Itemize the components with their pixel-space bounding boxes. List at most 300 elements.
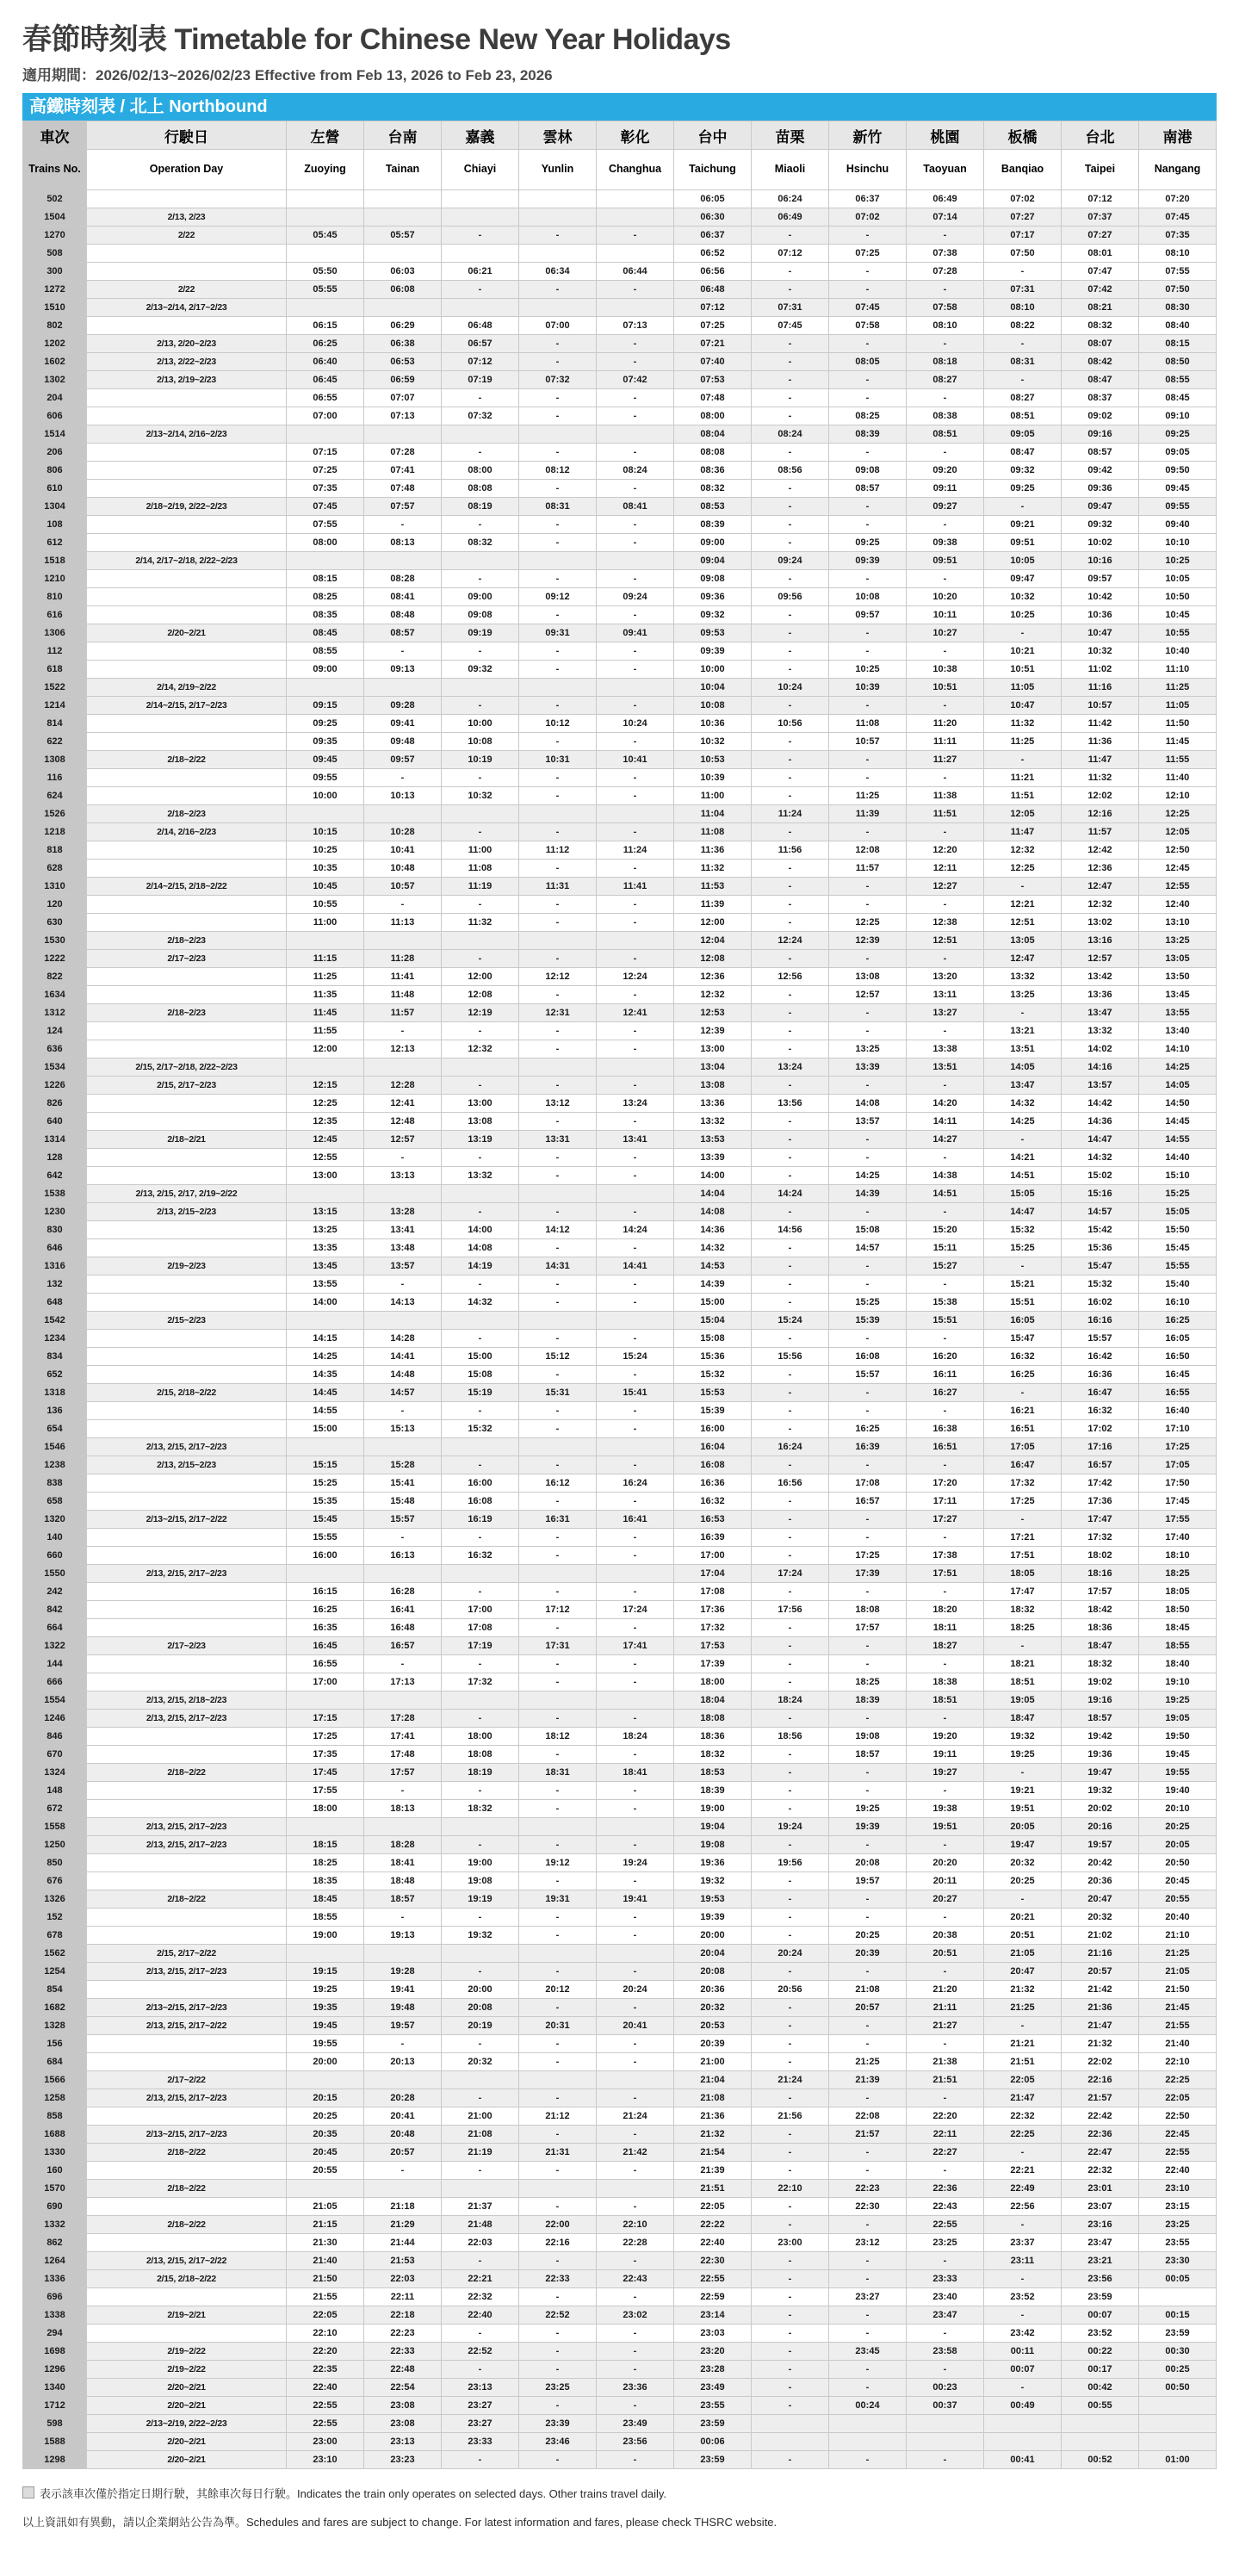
- time-cell: 09:27: [907, 498, 984, 516]
- time-cell: -: [829, 2017, 907, 2035]
- time-cell: 13:36: [1062, 986, 1139, 1004]
- operation-day-cell: 2/13~2/14, 2/17~2/23: [87, 299, 287, 317]
- time-cell: 23:33: [442, 2433, 519, 2451]
- time-cell: [364, 245, 442, 263]
- time-cell: 19:35: [287, 1999, 364, 2017]
- operation-day-cell: 2/18~2/23: [87, 805, 287, 823]
- time-cell: 15:21: [984, 1276, 1062, 1294]
- train-no-cell: 622: [23, 733, 87, 751]
- time-cell: 12:51: [907, 932, 984, 950]
- time-cell: 13:36: [674, 1095, 752, 1113]
- time-cell: 16:32: [674, 1493, 752, 1511]
- time-cell: 17:16: [1062, 1438, 1139, 1456]
- time-cell: -: [519, 1040, 597, 1058]
- time-cell: 23:12: [829, 2234, 907, 2252]
- time-cell: 21:05: [984, 1945, 1062, 1963]
- time-cell: -: [597, 2451, 674, 2469]
- time-cell: 15:02: [1062, 1167, 1139, 1185]
- time-cell: 00:25: [1139, 2361, 1217, 2379]
- time-cell: 15:16: [1062, 1185, 1139, 1203]
- operation-day-cell: [87, 914, 287, 932]
- time-cell: 11:50: [1139, 715, 1217, 733]
- time-cell: 10:32: [984, 588, 1062, 606]
- time-cell: -: [752, 1619, 829, 1637]
- time-cell: 11:55: [1139, 751, 1217, 769]
- time-cell: [519, 932, 597, 950]
- time-cell: -: [752, 986, 829, 1004]
- time-cell: 20:32: [442, 2053, 519, 2071]
- time-cell: -: [519, 1927, 597, 1945]
- operation-day-cell: 2/13~2/15, 2/17~2/22: [87, 1511, 287, 1529]
- table-row: [23, 2451, 1217, 2469]
- time-cell: 13:39: [674, 1149, 752, 1167]
- time-cell: 23:27: [829, 2288, 907, 2306]
- time-cell: -: [442, 2035, 519, 2053]
- time-cell: 17:15: [287, 1710, 364, 1728]
- table-row: [23, 190, 1217, 208]
- time-cell: 00:17: [1062, 2361, 1139, 2379]
- time-cell: 21:32: [674, 2126, 752, 2144]
- station-header-en: Chiayi: [442, 150, 519, 190]
- operation-day-cell: [87, 389, 287, 407]
- time-cell: -: [829, 444, 907, 462]
- time-cell: -: [442, 697, 519, 715]
- time-cell: 08:01: [1062, 245, 1139, 263]
- time-cell: 08:00: [287, 534, 364, 552]
- time-cell: [442, 1185, 519, 1203]
- time-cell: -: [597, 570, 674, 588]
- time-cell: 18:56: [752, 1728, 829, 1746]
- time-cell: 10:05: [1139, 570, 1217, 588]
- time-cell: 13:21: [984, 1022, 1062, 1040]
- time-cell: 11:53: [674, 878, 752, 896]
- time-cell: 11:51: [984, 787, 1062, 805]
- time-cell: 16:19: [442, 1511, 519, 1529]
- time-cell: -: [752, 2361, 829, 2379]
- time-cell: 13:50: [1139, 968, 1217, 986]
- time-cell: 16:32: [1062, 1402, 1139, 1420]
- time-cell: 08:10: [1139, 245, 1217, 263]
- time-cell: -: [752, 534, 829, 552]
- legend-note: [22, 2485, 1217, 2501]
- time-cell: -: [907, 769, 984, 787]
- time-cell: 06:15: [287, 317, 364, 335]
- operation-day-cell: 2/14, 2/19~2/22: [87, 679, 287, 697]
- train-no-cell: 1510: [23, 299, 87, 317]
- time-cell: 09:08: [674, 570, 752, 588]
- table-row: [23, 389, 1217, 407]
- time-cell: 20:28: [364, 2089, 442, 2107]
- time-cell: 21:05: [287, 2198, 364, 2216]
- time-cell: -: [597, 1529, 674, 1547]
- time-cell: -: [519, 227, 597, 245]
- time-cell: -: [907, 1583, 984, 1601]
- train-no-cell: 160: [23, 2162, 87, 2180]
- time-cell: 13:10: [1139, 914, 1217, 932]
- time-cell: 22:05: [287, 2306, 364, 2325]
- time-cell: 07:48: [674, 389, 752, 407]
- operation-day-cell: [87, 190, 287, 208]
- time-cell: -: [829, 263, 907, 281]
- time-cell: 10:42: [1062, 588, 1139, 606]
- time-cell: 21:37: [442, 2198, 519, 2216]
- table-row: [23, 534, 1217, 552]
- time-cell: -: [442, 1963, 519, 1981]
- time-cell: 15:41: [597, 1384, 674, 1402]
- train-no-cell: 1218: [23, 823, 87, 841]
- table-row: [23, 1221, 1217, 1239]
- time-cell: 16:39: [674, 1529, 752, 1547]
- operation-day-cell: [87, 2107, 287, 2126]
- time-cell: -: [519, 407, 597, 425]
- time-cell: 20:38: [907, 1927, 984, 1945]
- time-cell: 22:42: [1062, 2107, 1139, 2126]
- time-cell: 10:20: [907, 588, 984, 606]
- time-cell: 19:50: [1139, 1728, 1217, 1746]
- train-no-cell: 672: [23, 1800, 87, 1818]
- train-no-cell: 598: [23, 2415, 87, 2433]
- time-cell: 12:32: [1062, 896, 1139, 914]
- time-cell: 12:08: [829, 841, 907, 860]
- operation-day-cell: [87, 462, 287, 480]
- time-cell: 09:32: [674, 606, 752, 624]
- time-cell: 14:45: [287, 1384, 364, 1402]
- time-cell: 13:39: [829, 1058, 907, 1077]
- table-row: [23, 227, 1217, 245]
- table-row: [23, 2053, 1217, 2071]
- time-cell: 13:02: [1062, 914, 1139, 932]
- time-cell: -: [597, 480, 674, 498]
- time-cell: -: [752, 281, 829, 299]
- time-cell: 09:45: [287, 751, 364, 769]
- time-cell: 15:10: [1139, 1167, 1217, 1185]
- operation-day-cell: [87, 1872, 287, 1890]
- time-cell: 06:03: [364, 263, 442, 281]
- time-cell: 12:50: [1139, 841, 1217, 860]
- time-cell: 17:05: [1139, 1456, 1217, 1474]
- time-cell: 20:39: [829, 1945, 907, 1963]
- time-cell: 10:38: [907, 661, 984, 679]
- time-cell: 10:53: [674, 751, 752, 769]
- time-cell: 12:38: [907, 914, 984, 932]
- time-cell: 18:10: [1139, 1547, 1217, 1565]
- time-cell: 20:42: [1062, 1854, 1139, 1872]
- time-cell: 23:40: [907, 2288, 984, 2306]
- train-no-cell: 684: [23, 2053, 87, 2071]
- table-row: [23, 1963, 1217, 1981]
- time-cell: 18:39: [674, 1782, 752, 1800]
- time-cell: 22:52: [519, 2306, 597, 2325]
- time-cell: 13:32: [1062, 1022, 1139, 1040]
- time-cell: [519, 190, 597, 208]
- footnotes: [22, 2485, 1217, 2529]
- time-cell: -: [829, 1149, 907, 1167]
- time-cell: 00:07: [984, 2361, 1062, 2379]
- time-cell: 09:53: [674, 624, 752, 642]
- timetable-body: [23, 190, 1217, 2469]
- time-cell: -: [907, 642, 984, 661]
- time-cell: 23:07: [1062, 2198, 1139, 2216]
- time-cell: -: [442, 1529, 519, 1547]
- time-cell: 07:42: [597, 371, 674, 389]
- time-cell: 09:32: [1062, 516, 1139, 534]
- train-no-cell: 1712: [23, 2397, 87, 2415]
- time-cell: 15:08: [674, 1330, 752, 1348]
- time-cell: 14:51: [984, 1167, 1062, 1185]
- time-cell: 11:02: [1062, 661, 1139, 679]
- table-row: [23, 2361, 1217, 2379]
- time-cell: 16:56: [752, 1474, 829, 1493]
- time-cell: 12:27: [907, 878, 984, 896]
- time-cell: -: [519, 1402, 597, 1420]
- time-cell: 13:45: [1139, 986, 1217, 1004]
- time-cell: -: [752, 1836, 829, 1854]
- time-cell: [287, 679, 364, 697]
- time-cell: 22:40: [1139, 2162, 1217, 2180]
- time-cell: 07:37: [1062, 208, 1139, 227]
- time-cell: -: [752, 1456, 829, 1474]
- train-no-cell: 830: [23, 1221, 87, 1239]
- time-cell: 23:25: [1139, 2216, 1217, 2234]
- time-cell: -: [442, 1583, 519, 1601]
- time-cell: 12:41: [364, 1095, 442, 1113]
- time-cell: 14:25: [984, 1113, 1062, 1131]
- time-cell: 19:25: [1139, 1691, 1217, 1710]
- operation-day-cell: [87, 1583, 287, 1601]
- time-cell: 12:42: [1062, 841, 1139, 860]
- time-cell: 16:25: [984, 1366, 1062, 1384]
- time-cell: 00:55: [1062, 2397, 1139, 2415]
- operation-day-cell: [87, 1547, 287, 1565]
- time-cell: 13:42: [1062, 968, 1139, 986]
- time-cell: 22:10: [287, 2325, 364, 2343]
- time-cell: 10:31: [519, 751, 597, 769]
- time-cell: 22:32: [984, 2107, 1062, 2126]
- time-cell: -: [907, 2252, 984, 2270]
- time-cell: 16:25: [829, 1420, 907, 1438]
- time-cell: 10:24: [752, 679, 829, 697]
- time-cell: 17:02: [1062, 1420, 1139, 1438]
- time-cell: 12:16: [1062, 805, 1139, 823]
- time-cell: -: [752, 1890, 829, 1909]
- time-cell: 07:28: [364, 444, 442, 462]
- time-cell: 07:07: [364, 389, 442, 407]
- train-no-cell: 1258: [23, 2089, 87, 2107]
- time-cell: 20:41: [364, 2107, 442, 2126]
- time-cell: 21:40: [1139, 2035, 1217, 2053]
- operation-day-cell: [87, 2234, 287, 2252]
- time-cell: -: [519, 1420, 597, 1438]
- time-cell: 15:32: [1062, 1276, 1139, 1294]
- time-cell: 20:25: [984, 1872, 1062, 1890]
- train-no-cell: 636: [23, 1040, 87, 1058]
- train-no-cell: 128: [23, 1149, 87, 1167]
- time-cell: -: [597, 1746, 674, 1764]
- time-cell: 10:47: [984, 697, 1062, 715]
- time-cell: 08:24: [597, 462, 674, 480]
- time-cell: 07:45: [287, 498, 364, 516]
- operation-day-cell: 2/18~2/22: [87, 2144, 287, 2162]
- time-cell: 11:04: [674, 805, 752, 823]
- time-cell: 15:35: [287, 1493, 364, 1511]
- operation-day-cell: [87, 1909, 287, 1927]
- time-cell: 20:21: [984, 1909, 1062, 1927]
- time-cell: [287, 932, 364, 950]
- table-row: [23, 1854, 1217, 1872]
- train-no-cell: 152: [23, 1909, 87, 1927]
- time-cell: 23:15: [1139, 2198, 1217, 2216]
- time-cell: -: [519, 335, 597, 353]
- time-cell: 19:05: [984, 1691, 1062, 1710]
- time-cell: 21:16: [1062, 1945, 1139, 1963]
- time-cell: 07:20: [1139, 190, 1217, 208]
- time-cell: -: [597, 2343, 674, 2361]
- time-cell: -: [829, 227, 907, 245]
- time-cell: 20:25: [1139, 1818, 1217, 1836]
- time-cell: 16:31: [519, 1511, 597, 1529]
- time-cell: -: [907, 570, 984, 588]
- time-cell: 19:16: [1062, 1691, 1139, 1710]
- time-cell: -: [364, 1655, 442, 1673]
- train-no-cell: 1304: [23, 498, 87, 516]
- time-cell: 20:55: [1139, 1890, 1217, 1909]
- time-cell: 16:00: [442, 1474, 519, 1493]
- time-cell: [519, 1691, 597, 1710]
- table-row: [23, 1782, 1217, 1800]
- operation-day-cell: 2/14~2/15, 2/17~2/23: [87, 697, 287, 715]
- time-cell: -: [364, 1782, 442, 1800]
- time-cell: -: [829, 335, 907, 353]
- time-cell: 21:04: [674, 2071, 752, 2089]
- time-cell: [287, 805, 364, 823]
- time-cell: 22:05: [984, 2071, 1062, 2089]
- time-cell: 08:27: [984, 389, 1062, 407]
- operation-day-cell: 2/13, 2/15, 2/17~2/23: [87, 1565, 287, 1583]
- time-cell: 13:32: [442, 1167, 519, 1185]
- time-cell: 12:20: [907, 841, 984, 860]
- time-cell: 15:51: [907, 1312, 984, 1330]
- time-cell: [907, 2415, 984, 2433]
- time-cell: 22:25: [984, 2126, 1062, 2144]
- time-cell: 16:41: [364, 1601, 442, 1619]
- time-cell: -: [907, 2162, 984, 2180]
- time-cell: -: [519, 1746, 597, 1764]
- timetable: [22, 121, 1217, 2469]
- time-cell: -: [519, 1239, 597, 1257]
- train-no-cell: 624: [23, 787, 87, 805]
- time-cell: 14:48: [364, 1366, 442, 1384]
- time-cell: 17:55: [1139, 1511, 1217, 1529]
- train-no-cell: 148: [23, 1782, 87, 1800]
- table-row: [23, 335, 1217, 353]
- train-no-cell: 658: [23, 1493, 87, 1511]
- time-cell: 20:35: [287, 2126, 364, 2144]
- train-no-cell: 112: [23, 642, 87, 661]
- time-cell: -: [597, 1909, 674, 1927]
- time-cell: [287, 2180, 364, 2198]
- time-cell: 11:36: [1062, 733, 1139, 751]
- table-row: [23, 1890, 1217, 1909]
- train-no-cell: 1558: [23, 1818, 87, 1836]
- train-no-cell: 1202: [23, 335, 87, 353]
- operation-day-cell: [87, 1294, 287, 1312]
- time-cell: -: [442, 1836, 519, 1854]
- time-cell: 20:00: [674, 1927, 752, 1945]
- time-cell: 18:45: [1139, 1619, 1217, 1637]
- time-cell: 16:36: [1062, 1366, 1139, 1384]
- time-cell: -: [829, 1909, 907, 1927]
- train-no-cell: 108: [23, 516, 87, 534]
- station-header-zh: 雲林: [519, 121, 597, 150]
- time-cell: -: [752, 1131, 829, 1149]
- time-cell: 18:57: [1062, 1710, 1139, 1728]
- time-cell: 17:39: [829, 1565, 907, 1583]
- time-cell: 21:25: [829, 2053, 907, 2071]
- time-cell: [442, 805, 519, 823]
- time-cell: 07:02: [984, 190, 1062, 208]
- time-cell: -: [519, 697, 597, 715]
- time-cell: 21:55: [1139, 2017, 1217, 2035]
- time-cell: 17:05: [984, 1438, 1062, 1456]
- time-cell: 12:25: [1139, 805, 1217, 823]
- time-cell: -: [597, 1239, 674, 1257]
- time-cell: 15:05: [984, 1185, 1062, 1203]
- time-cell: -: [519, 2053, 597, 2071]
- time-cell: -: [364, 1022, 442, 1040]
- time-cell: 16:05: [984, 1312, 1062, 1330]
- time-cell: 13:04: [674, 1058, 752, 1077]
- time-cell: -: [752, 444, 829, 462]
- time-cell: 18:00: [442, 1728, 519, 1746]
- time-cell: 12:24: [597, 968, 674, 986]
- time-cell: 15:31: [519, 1384, 597, 1402]
- train-no-cell: 132: [23, 1276, 87, 1294]
- train-no-cell: 1542: [23, 1312, 87, 1330]
- time-cell: 07:41: [364, 462, 442, 480]
- time-cell: 07:40: [674, 353, 752, 371]
- time-cell: 09:32: [442, 661, 519, 679]
- time-cell: 14:40: [1139, 1149, 1217, 1167]
- time-cell: 16:24: [597, 1474, 674, 1493]
- train-no-cell: 1682: [23, 1999, 87, 2017]
- time-cell: [597, 2180, 674, 2198]
- station-header-en: Taipei: [1062, 150, 1139, 190]
- time-cell: -: [442, 570, 519, 588]
- time-cell: 10:25: [984, 606, 1062, 624]
- time-cell: 09:20: [907, 462, 984, 480]
- time-cell: -: [519, 1203, 597, 1221]
- time-cell: -: [752, 2053, 829, 2071]
- time-cell: 07:53: [674, 371, 752, 389]
- train-no-cell: 664: [23, 1619, 87, 1637]
- time-cell: 11:51: [907, 805, 984, 823]
- time-cell: -: [597, 1800, 674, 1818]
- time-cell: 15:36: [674, 1348, 752, 1366]
- time-cell: -: [597, 2288, 674, 2306]
- train-no-cell: 1320: [23, 1511, 87, 1529]
- time-cell: 22:32: [442, 2288, 519, 2306]
- time-cell: 11:56: [752, 841, 829, 860]
- time-cell: 12:00: [442, 968, 519, 986]
- operation-day-cell: 2/18~2/22: [87, 1890, 287, 1909]
- time-cell: -: [752, 896, 829, 914]
- time-cell: 21:36: [1062, 1999, 1139, 2017]
- time-cell: 15:38: [907, 1294, 984, 1312]
- time-cell: 22:55: [1139, 2144, 1217, 2162]
- time-cell: -: [597, 642, 674, 661]
- time-cell: 08:18: [907, 353, 984, 371]
- time-cell: -: [442, 1655, 519, 1673]
